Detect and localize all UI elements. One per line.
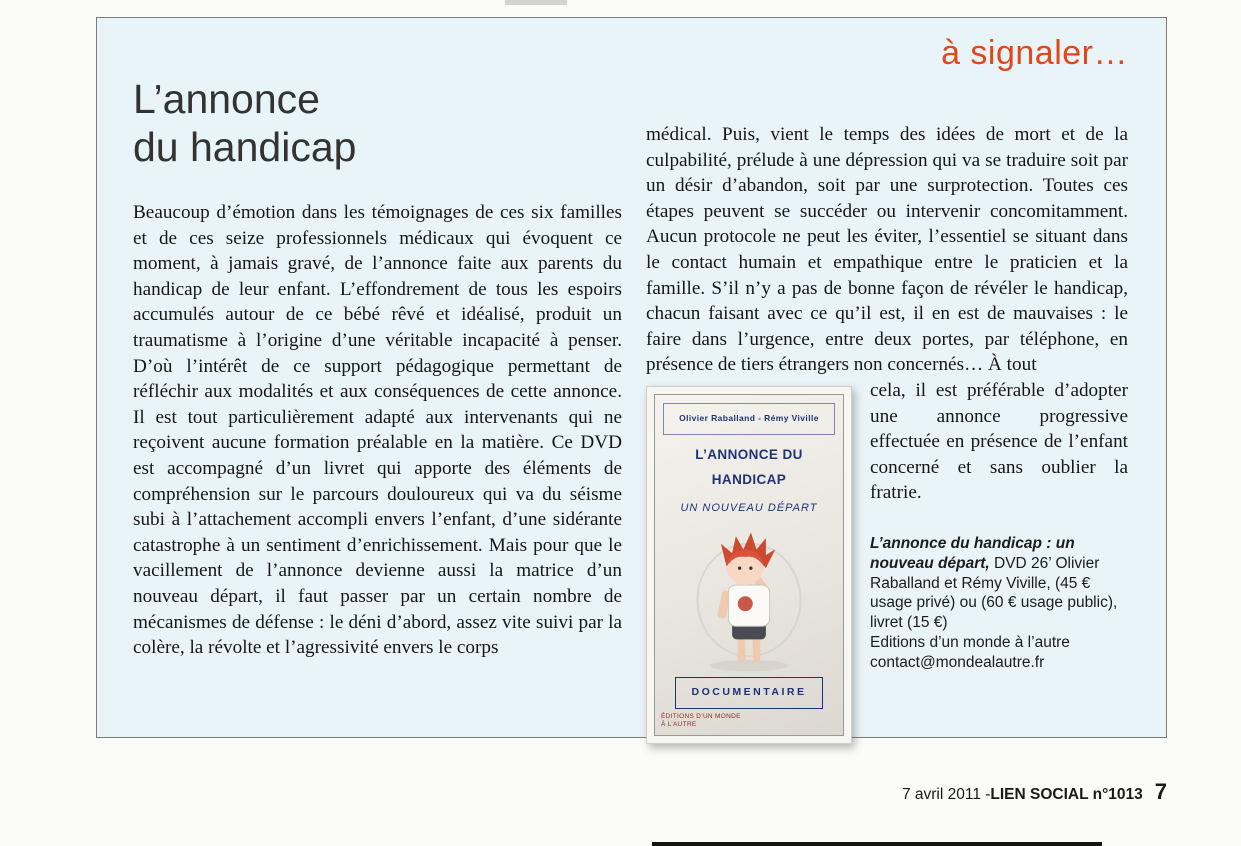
article-title-line1: L’annonce [133,76,320,122]
article-left-column: Beaucoup d’émotion dans les témoignages de ces six familles et de ces seize professionnels médicaux qui évoquent ce moment, à jamais gravé, de l’annonce faite aux parents du handicap de leur enfant. L’effondrement de tous les espoirs accumulés autour de ce bébé rêvé et idéalisé, produit un traumatisme à l’origine d’une véritable incapacité à penser. D’où l’intérêt de ce support pédagogique permettant de réfléchir aux modalités et aux conséquences de cette annonce. Il est tout particulièrement adapté aux intervenants qui ne reçoivent aucune formation préalable en la matière. Ce DVD est accompagné d’un livret qui apporte des éléments de compréhension sur le parcours douloureux qui va du séisme subi à l’attachement accompli envers l’enfant, d’une sidérante catastrophe à un sentiment d’enrichissement. Mais pour que le vacillement de l’annonce devienne aussi la matrice d’un nouveau départ, il faut passer par un certain nombre de mécanismes de défense : le déni d’abord, assez vite suivi par la colère, la révolte et l’agressivité envers le corps [133,202,622,659]
section-header: à signaler… [941,34,1128,72]
article-title-line2: du handicap [133,123,357,170]
dvd-photo-frame [646,386,852,744]
dvd-subtitle: UN NOUVEAU DÉPART [680,501,818,514]
footer-publication: LIEN SOCIAL n°1013 [990,786,1143,803]
caption-title: L’annonce du handicap : un nouveau départ, [870,534,1075,572]
dvd-cover-photo [646,386,852,744]
page-footer [902,779,1167,805]
dvd-authors: Olivier Raballand - Rémy Viville [663,403,835,435]
dvd-publisher-logo: ÉDITIONS D’UN MONDE À L’AUTRE [661,712,741,729]
dvd-cover [654,394,844,736]
caption-details: DVD 26’ Olivier Raballand et Rémy Viville, (45 € usage privé) ou (60 € usage public), livret (15 €) [870,554,1118,632]
dvd-cover-illustration [674,525,824,675]
dvd-title: L’ANNONCE DU HANDICAP [695,446,803,488]
right-column-paragraph-1: médical. Puis, vient le temps des idées de mort et de la culpabilité, prélude à une dépression qui va se traduire soit par un désir d’abandon, soit par une surprotection. Toutes ces étapes peuvent se succéder ou intervenir concomitamment. Aucun protocole ne peut les éviter, l’essentiel se situant dans le contact humain et empathique entre le praticien et la famille. S’il n’y a pas de bonne façon de révéler le handicap, chacun faisant avec ce qu’il est, il en est de mauvaises : le faire dans l’urgence, entre deux portes, par téléphone, en présence de tiers étrangers non concernés… À tout [646,124,1128,376]
dvd-genre-label: DOCUMENTAIRE [675,677,824,709]
article-panel [96,17,1167,738]
footer-date: 7 avril 2011 - [901,786,991,803]
scan-artifact [505,0,567,5]
article-right-column [646,122,1128,748]
caption-contact-email: contact@mondealautre.fr [870,653,1045,671]
article-title [133,76,356,172]
right-column-paragraph-2: cela, il est préférable d’adopter une annonce progressive effectuée en présence de l’enfant concerné et sans oublier la fratrie. [870,379,1128,504]
caption-publisher: Editions d’un monde à l’autre [870,633,1070,651]
footer-page-number: 7 [1154,779,1167,804]
scan-edge-artifact [652,842,1102,846]
